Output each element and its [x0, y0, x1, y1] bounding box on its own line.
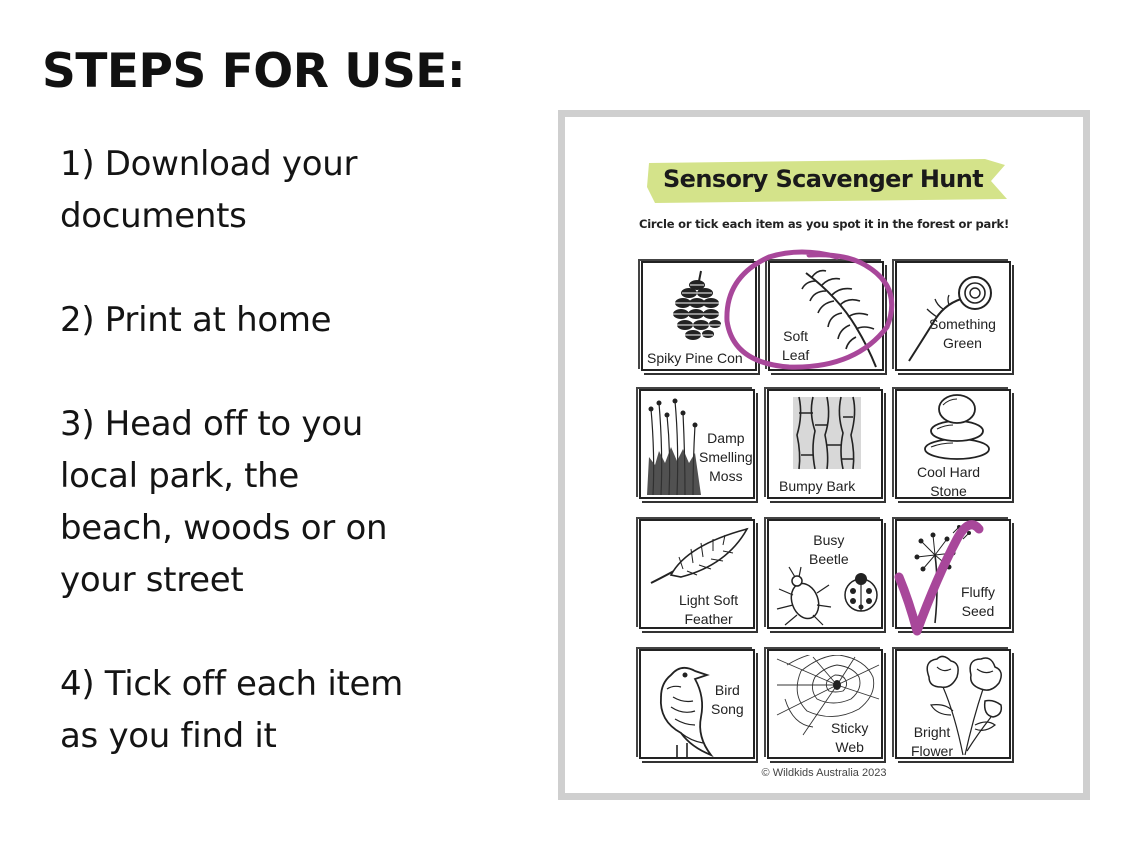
item-label: Soft Leaf [782, 328, 810, 363]
step-line: 1) Download your [60, 144, 358, 184]
title-banner [645, 157, 1009, 205]
item-card-cool-hard-stone [895, 389, 1011, 499]
item-card-sticky-web [767, 649, 883, 759]
copyright-footer: © Wildkids Australia 2023 [761, 767, 887, 779]
fern-leaf-icon [798, 267, 884, 371]
step-line: beach, woods or on [60, 508, 388, 548]
bark-icon [791, 395, 863, 471]
item-label: Sticky Web [831, 720, 869, 755]
worksheet-instruction: Circle or tick each item as you spot it in the forest or park! [638, 217, 1010, 231]
item-label: Busy Beetle [809, 532, 849, 567]
item-card-moss [639, 389, 755, 499]
worksheet-page [565, 117, 1083, 793]
stacked-stones-icon [921, 391, 993, 461]
item-card-bird-song [639, 649, 755, 759]
steps-list [60, 138, 500, 762]
worksheet-preview [558, 110, 1090, 800]
item-label: Spiky Pine Con [647, 350, 743, 366]
step-3 [60, 398, 500, 606]
step-line: local park, the [60, 456, 300, 496]
item-card-busy-beetle [767, 519, 883, 629]
item-label: Something Green [929, 316, 996, 351]
step-1 [60, 138, 500, 242]
step-line: as you find it [60, 716, 277, 756]
item-card-soft-leaf [768, 261, 884, 371]
item-label: Fluffy Seed [961, 584, 995, 619]
step-4 [60, 658, 500, 762]
item-label: Light Soft Feather [679, 592, 739, 627]
item-label: Cool Hard Stone [917, 464, 981, 499]
worksheet-title: Sensory Scavenger Hunt [663, 165, 984, 193]
beetle-icon [773, 565, 883, 627]
step-line: 3) Head off to you [60, 404, 363, 444]
step-2 [60, 294, 500, 346]
item-label: Bright Flower [911, 724, 954, 759]
item-card-bright-flower [895, 649, 1011, 759]
feather-icon [647, 525, 753, 587]
moss-icon [645, 395, 703, 499]
step-line: your street [60, 560, 244, 600]
item-label: Bird Song [711, 682, 744, 717]
item-label: Damp Smelling Moss [699, 430, 753, 484]
pine-cone-icon [663, 269, 729, 343]
item-card-something-green [895, 261, 1011, 371]
page-heading: STEPS FOR USE: [42, 44, 466, 99]
item-card-feather [639, 519, 755, 629]
item-card-pine-cone [641, 261, 757, 371]
step-line: 4) Tick off each item [60, 664, 403, 704]
step-line: documents [60, 196, 247, 236]
step-line: 2) Print at home [60, 300, 332, 340]
item-label: Bumpy Bark [779, 478, 856, 494]
item-card-bumpy-bark [767, 389, 883, 499]
item-card-fluffy-seed [895, 519, 1011, 629]
